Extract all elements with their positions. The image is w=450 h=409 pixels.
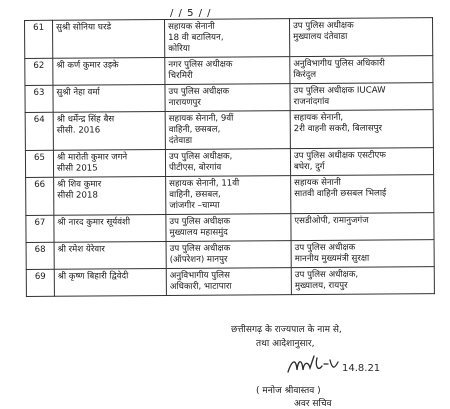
officer-name-line: सीसी 2018 xyxy=(57,190,98,201)
transfer-table xyxy=(24,17,435,297)
new-posting-cell xyxy=(290,83,433,111)
new-posting-cell xyxy=(290,148,433,176)
current-posting-line: वाहिनी, छसबल, xyxy=(168,124,221,135)
current-posting-line: सहायक सेनानी xyxy=(168,21,215,32)
signature-date: 14.8.21 xyxy=(342,363,381,374)
handwritten-signature xyxy=(284,352,381,382)
current-posting-line: जांजगीर –चाम्पा xyxy=(169,200,220,211)
current-posting-cell xyxy=(165,111,290,150)
current-posting-cell xyxy=(166,268,291,296)
new-posting-line: सहायक सेनानी xyxy=(294,177,341,189)
serial-number: 64 xyxy=(25,112,53,150)
current-posting-line: उप पुलिस अधीक्षक, xyxy=(168,151,233,162)
new-posting-line: उप पुलिस अधीक्षक xyxy=(293,20,354,32)
current-posting-line: वाहिनी, छसबल, xyxy=(169,189,221,200)
officer-name-line: सीसी. 2016 xyxy=(56,125,101,136)
officer-name-cell xyxy=(54,269,166,297)
current-posting-cell xyxy=(166,241,291,269)
table-row xyxy=(25,110,433,151)
current-posting-line: नगर पुलिस अधीक्षक xyxy=(168,59,233,70)
new-posting-line: उप पुलिस अधीक्षक IUCAW xyxy=(293,85,386,97)
order-line: तथा आदेशानुसार, xyxy=(256,339,315,349)
table-row xyxy=(25,56,433,86)
officer-name-cell xyxy=(54,215,166,243)
officer-name-cell xyxy=(53,85,165,113)
transfer-table-body xyxy=(25,18,435,297)
new-posting-line: 2री वाहनी सकरी, बिलासपुर xyxy=(293,123,383,135)
serial-number: 66 xyxy=(26,177,54,215)
current-posting-line: उप पुलिस अधीक्षक xyxy=(168,86,230,97)
current-posting-line: पीटीएस, बोरगांव xyxy=(169,162,222,173)
new-posting-line: माननीय मुख्यमंत्री सुरक्षा xyxy=(294,253,370,265)
new-posting-cell xyxy=(291,240,434,268)
new-posting-line: मुख्यालय, रायपुर xyxy=(294,280,348,292)
current-posting-line: नारायणपुर xyxy=(168,97,201,108)
table-row xyxy=(26,240,434,270)
new-posting-line: बघेरा, दुर्ग xyxy=(293,161,325,173)
officer-name-line: सुश्री नेहा वर्मा xyxy=(56,87,100,98)
new-posting-line: उप पुलिस अधीक्षक xyxy=(294,242,356,254)
officer-name-cell xyxy=(53,20,165,59)
new-posting-line: राजनांदगांव xyxy=(293,96,330,108)
officer-name-cell xyxy=(54,177,166,216)
current-posting-line: सहायक सेनानी, 9वीं xyxy=(168,113,234,124)
new-posting-line: मुख्यालय दंतेवाडा xyxy=(293,31,348,43)
current-posting-line: चिरमिरी xyxy=(168,70,193,81)
table-row xyxy=(26,175,434,216)
current-posting-cell xyxy=(166,214,291,242)
serial-number: 67 xyxy=(26,215,54,242)
serial-number: 63 xyxy=(25,85,53,112)
officer-name-line: श्री मारोती कुमार जगने xyxy=(56,152,128,163)
table-row xyxy=(26,267,434,297)
serial-number: 62 xyxy=(25,58,53,85)
current-posting-cell xyxy=(166,176,291,215)
current-posting-line: उप पुलिस अधीक्षक xyxy=(169,216,231,227)
table-row xyxy=(25,18,433,59)
current-posting-line: 18 वी बटालियन, xyxy=(168,32,224,43)
officer-name-line: श्री नारद कुमार सूर्यवंशी xyxy=(57,217,131,228)
current-posting-line: मुख्यालय महासमुंद xyxy=(169,227,228,238)
table-row xyxy=(25,83,433,113)
officer-name-line: सुश्री सोनिया घरडे xyxy=(56,22,112,33)
current-posting-cell xyxy=(165,149,290,177)
new-posting-line: उप पुलिस अधीक्षक एसटीएफ xyxy=(293,150,386,162)
new-posting-line: उप पुलिस अधीक्षक, xyxy=(294,269,359,281)
current-posting-line: कोरिया xyxy=(168,43,191,54)
new-posting-line: सातवी वाहिनी छसबल भिलाई xyxy=(294,188,387,200)
serial-number: 65 xyxy=(25,150,53,177)
new-posting-cell xyxy=(291,213,434,241)
current-posting-cell xyxy=(165,19,290,58)
serial-number: 69 xyxy=(26,269,54,296)
current-posting-line: दंतेवाडा xyxy=(168,135,193,146)
new-posting-line: सहायक सेनानी, xyxy=(293,112,344,124)
officer-name-cell xyxy=(53,112,165,151)
serial-number: 68 xyxy=(26,242,54,269)
signer-title: अवर सचिव xyxy=(294,399,332,409)
current-posting-line: सहायक सेनानी, 11वी xyxy=(169,178,240,189)
new-posting-cell xyxy=(290,56,433,84)
officer-name-cell xyxy=(54,242,166,270)
current-posting-cell xyxy=(165,57,290,85)
officer-name-line: श्री शिव कुमार xyxy=(57,179,102,190)
governor-line: छत्तीसगढ़ के राज्यपाल के नाम से, xyxy=(231,325,342,335)
new-posting-line: एसडीओपी, रामानुजगंज xyxy=(294,215,369,227)
table-row xyxy=(25,148,433,178)
serial-number: 61 xyxy=(25,20,53,58)
new-posting-cell xyxy=(291,175,434,214)
current-posting-line: (ऑपरेशन) मानपुर xyxy=(169,254,228,265)
new-posting-line: अनुविभागीय पुलिस अधिकारी xyxy=(293,58,385,70)
officer-name-line: श्री रमेश येरेवार xyxy=(57,244,105,255)
officer-name-cell xyxy=(53,58,165,86)
officer-name-line: श्री कर्ण कुमार उइके xyxy=(56,60,119,71)
new-posting-cell xyxy=(289,18,432,57)
page-number: / / 5 / / xyxy=(170,8,212,19)
officer-name-line: श्री कृष्ण बिहारी द्विवेदी xyxy=(57,271,129,282)
current-posting-cell xyxy=(165,84,290,112)
current-posting-line: अधिकारी, भाटापारा xyxy=(169,281,232,292)
new-posting-cell xyxy=(291,267,434,295)
new-posting-line: किरंदुल xyxy=(293,69,317,81)
table-row xyxy=(26,213,434,243)
current-posting-line: उप पुलिस अधीक्षक xyxy=(169,243,231,254)
new-posting-cell xyxy=(290,110,433,149)
officer-name-line: श्री धर्मेन्द्र सिंह बैस xyxy=(56,114,115,125)
signer-name: ( मनोज श्रीवास्तव ) xyxy=(256,386,321,396)
officer-name-line: सीसी 2015 xyxy=(57,163,98,174)
officer-name-cell xyxy=(53,150,165,178)
current-posting-line: अनुविभागीय पुलिस xyxy=(169,270,230,281)
